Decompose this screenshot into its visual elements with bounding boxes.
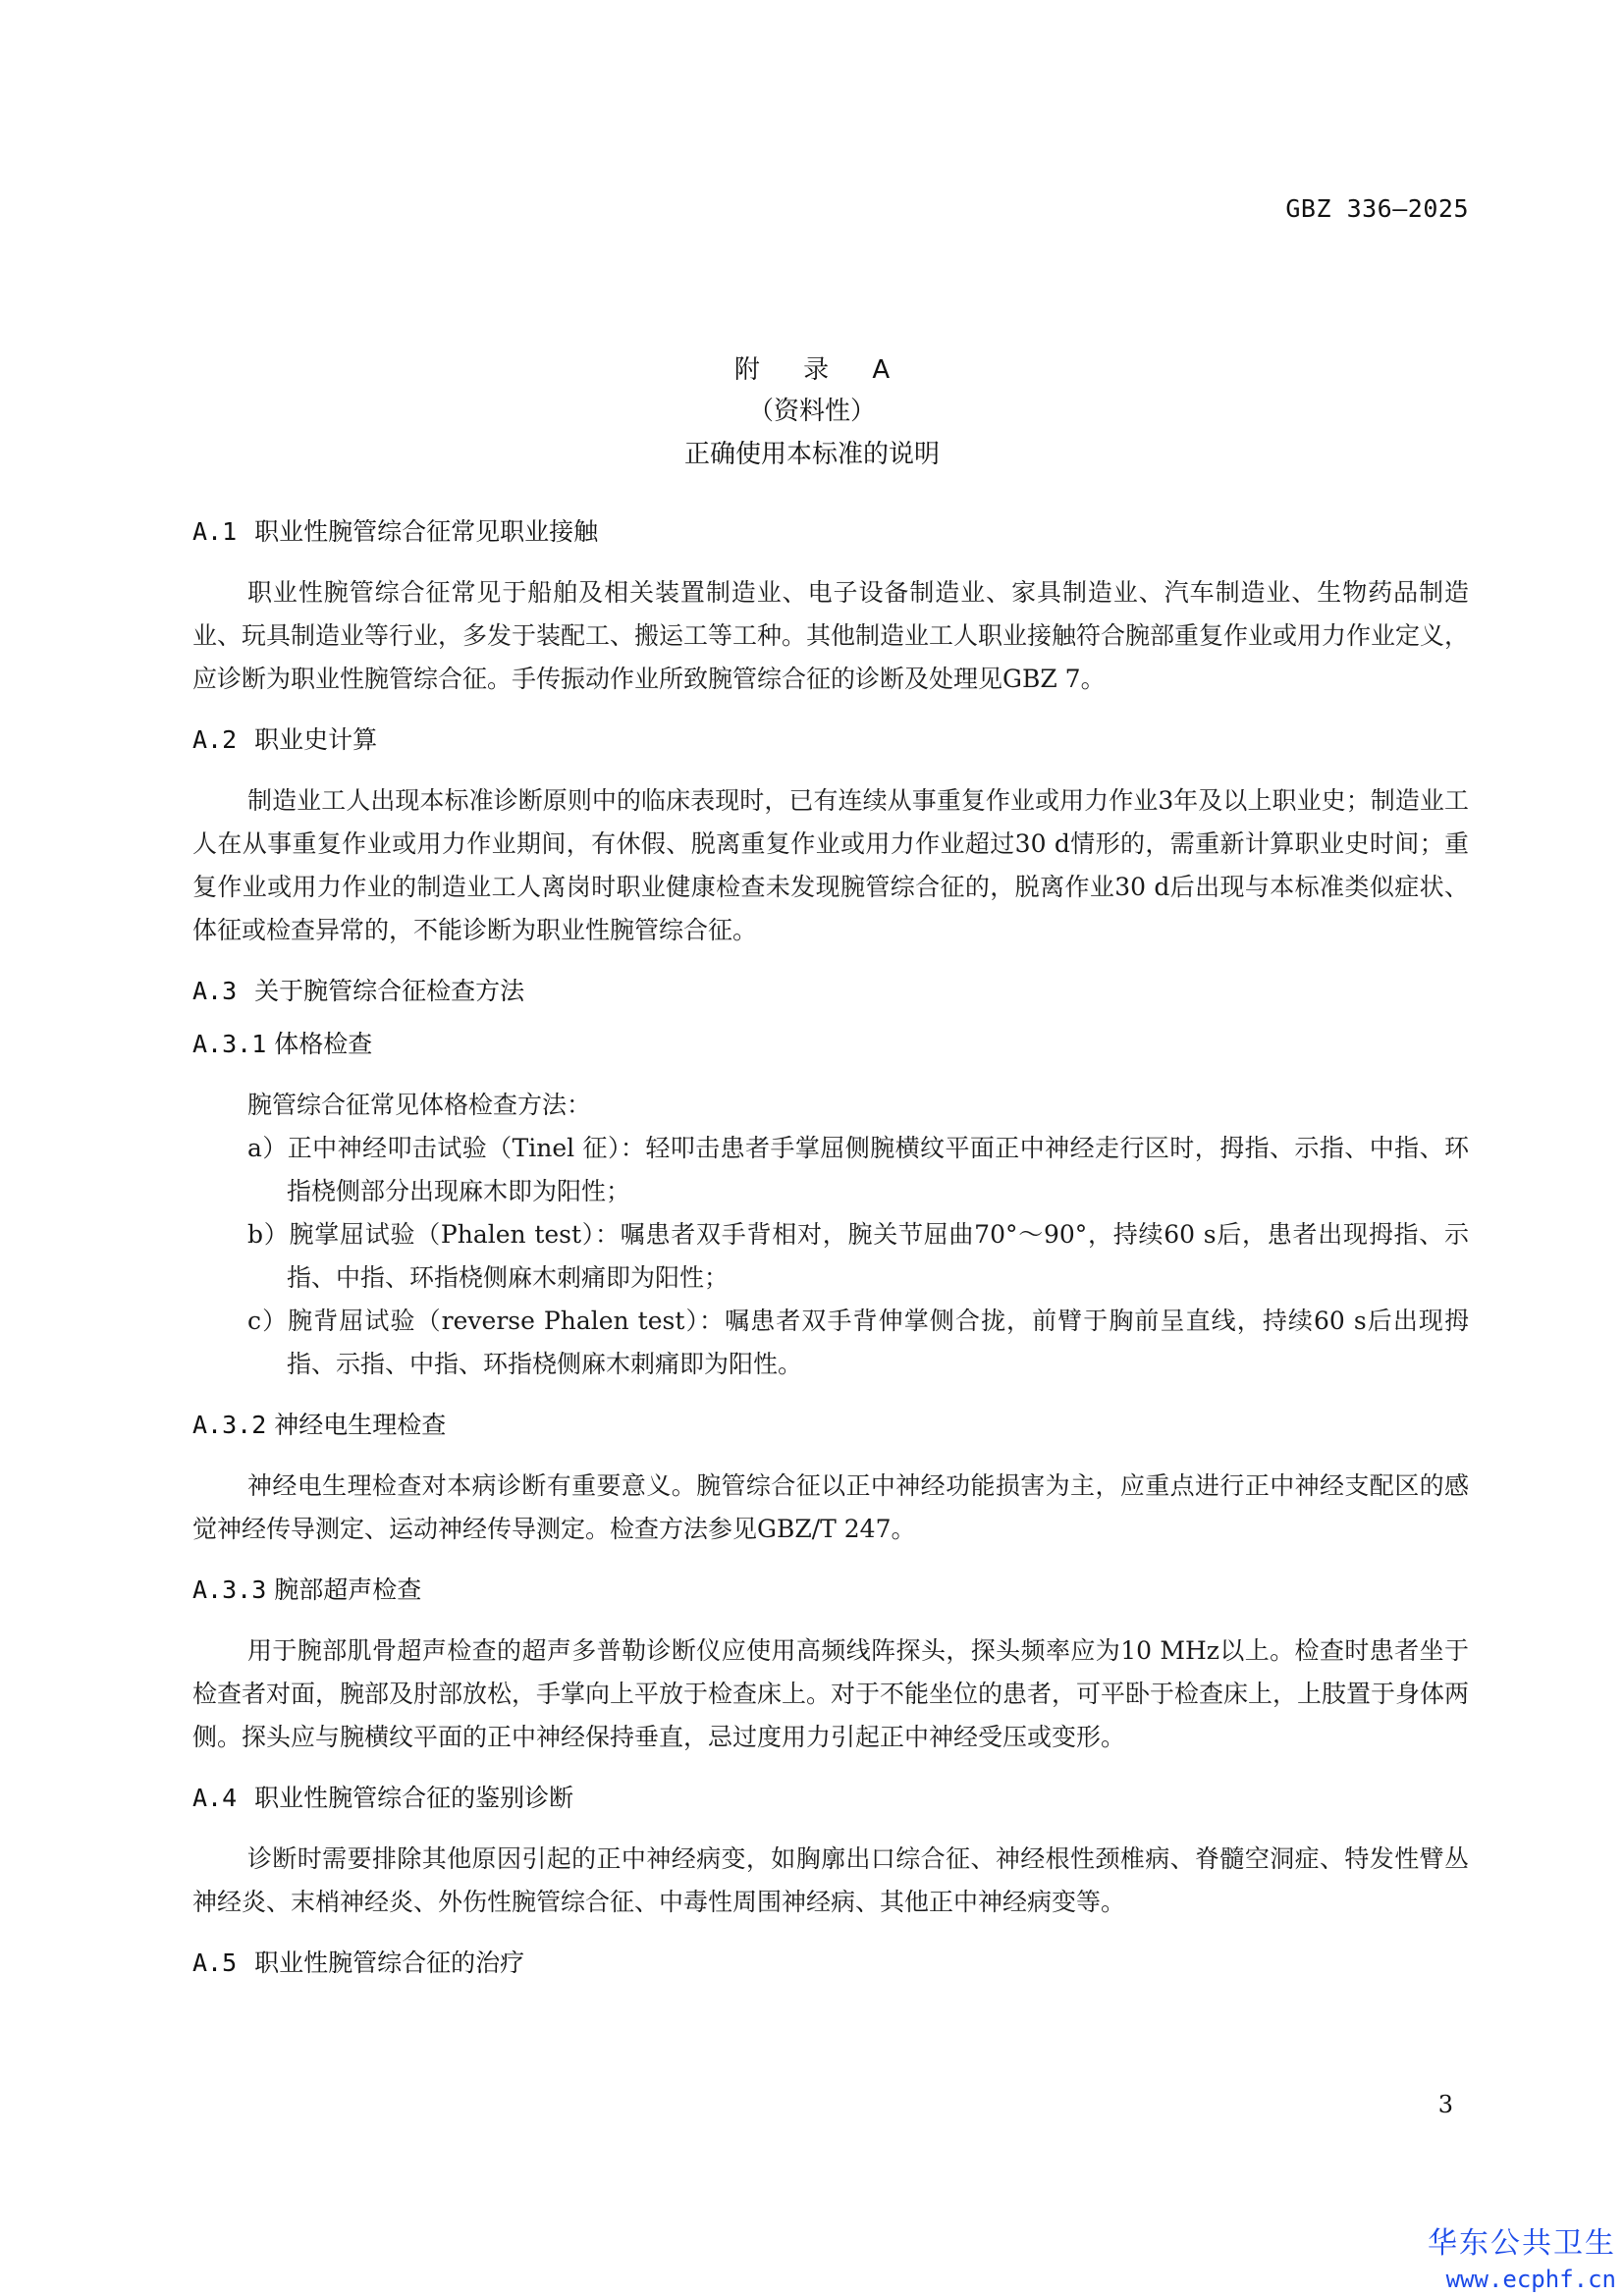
section-title: 体格检查 (274, 1030, 373, 1058)
page-number: 3 (1437, 2091, 1453, 2118)
subsection-heading-a31 (192, 1025, 1469, 1064)
subsection-heading-a32 (192, 1406, 1469, 1445)
appendix-title: 附 录 A (733, 355, 908, 385)
exam-method-list (192, 1127, 1469, 1386)
section-title: 神经电生理检查 (274, 1411, 447, 1439)
list-item: b）腕掌屈试验（Phalen test）：嘱患者双手背相对，腕关节屈曲70°～90°，持续60 s后，患者出现拇指、示指、中指、环指桡侧麻木刺痛即为阳性； (247, 1220, 1469, 1292)
section-title: 职业性腕管综合征的鉴别诊断 (254, 1784, 574, 1812)
section-heading-a1 (192, 512, 1469, 552)
section-paragraph-a33: 用于腕部肌骨超声检查的超声多普勒诊断仪应使用高频线阵探头，探头频率应为10 MHz以上。检查时患者坐于检查者对面，腕部及肘部放松，手掌向上平放于检查床上。对于不能坐位的患者，可平卧于检查床上，上肢置于身体两侧。探头应与腕横纹平面的正中神经保持垂直，忌过度用力引起正中神经受压或变形。 (192, 1636, 1470, 1751)
section-paragraph-a32: 神经电生理检查对本病诊断有重要意义。腕管综合征以正中神经功能损害为主，应重点进行正中神经支配区的感觉神经传导测定、运动神经传导测定。检查方法参见GBZ/T 247。 (192, 1471, 1469, 1543)
section-heading-a3 (192, 972, 1469, 1011)
subsection-heading-a33 (192, 1571, 1469, 1610)
section-number: A.5 (192, 1949, 238, 1977)
document-body (192, 512, 1469, 1983)
section-heading-a5 (192, 1944, 1469, 1983)
section-number: A.1 (192, 517, 238, 546)
section-title: 职业性腕管综合征的治疗 (254, 1949, 525, 1977)
section-number: A.4 (192, 1784, 238, 1812)
section-number: A.3.3 (192, 1575, 267, 1604)
list-item: c）腕背屈试验（reverse Phalen test）：嘱患者双手背伸掌侧合拢，前臂于胸前呈直线，持续60 s后出现拇指、示指、中指、环指桡侧麻木刺痛即为阳性。 (247, 1307, 1469, 1378)
section-number: A.3.1 (192, 1030, 267, 1058)
section-title: 腕部超声检查 (274, 1575, 422, 1604)
section-paragraph-a1: 职业性腕管综合征常见于船舶及相关装置制造业、电子设备制造业、家具制造业、汽车制造业、生物药品制造业、玩具制造业等行业，多发于装配工、搬运工等工种。其他制造业工人职业接触符合腕部重复作业或用力作业定义，应诊断为职业性腕管综合征。手传振动作业所致腕管综合征的诊断及处理见GBZ 7。 (192, 578, 1470, 693)
section-heading-a4 (192, 1779, 1469, 1818)
watermark-site-name: 华东公共卫生 (1428, 2226, 1616, 2261)
section-title: 关于腕管综合征检查方法 (254, 977, 525, 1005)
section-number: A.3 (192, 977, 238, 1005)
section-heading-a2 (192, 721, 1469, 760)
section-paragraph-a2: 制造业工人出现本标准诊断原则中的临床表现时，已有连续从事重复作业或用力作业3年及以上职业史；制造业工人在从事重复作业或用力作业期间，有休假、脱离重复作业或用力作业超过30 d情形的，需重新计算职业史时间；重复作业或用力作业的制造业工人离岗时职业健康检查未发现腕管综合征的，脱离作业30 d后出现与本标准类似症状、体征或检查异常的，不能诊断为职业性腕管综合征。 (192, 786, 1469, 944)
site-watermark[interactable] (1428, 2225, 1616, 2296)
appendix-kind: （资料性） (747, 397, 876, 426)
section-paragraph-a4: 诊断时需要排除其他原因引起的正中神经病变，如胸廓出口综合征、神经根性颈椎病、脊髓空洞症、特发性臂丛神经炎、末梢神经炎、外伤性腕管综合征、中毒性周围神经病、其他正中神经病变等。 (192, 1844, 1469, 1916)
appendix-name: 正确使用本标准的说明 (683, 440, 940, 469)
section-title: 职业史计算 (254, 725, 378, 754)
section-title: 职业性腕管综合征常见职业接触 (254, 517, 599, 546)
subsection-intro-a31: 腕管综合征常见体格检查方法： (247, 1091, 592, 1119)
watermark-url-link[interactable]: www.ecphf.cn (1445, 2266, 1616, 2293)
section-number: A.3.2 (192, 1411, 267, 1439)
section-number: A.2 (192, 725, 238, 754)
list-item: a）正中神经叩击试验（Tinel 征）：轻叩击患者手掌屈侧腕横纹平面正中神经走行区时，拇指、示指、中指、环指桡侧部分出现麻木即为阳性； (247, 1134, 1469, 1205)
standard-number: GBZ 336—2025 (1285, 194, 1469, 223)
